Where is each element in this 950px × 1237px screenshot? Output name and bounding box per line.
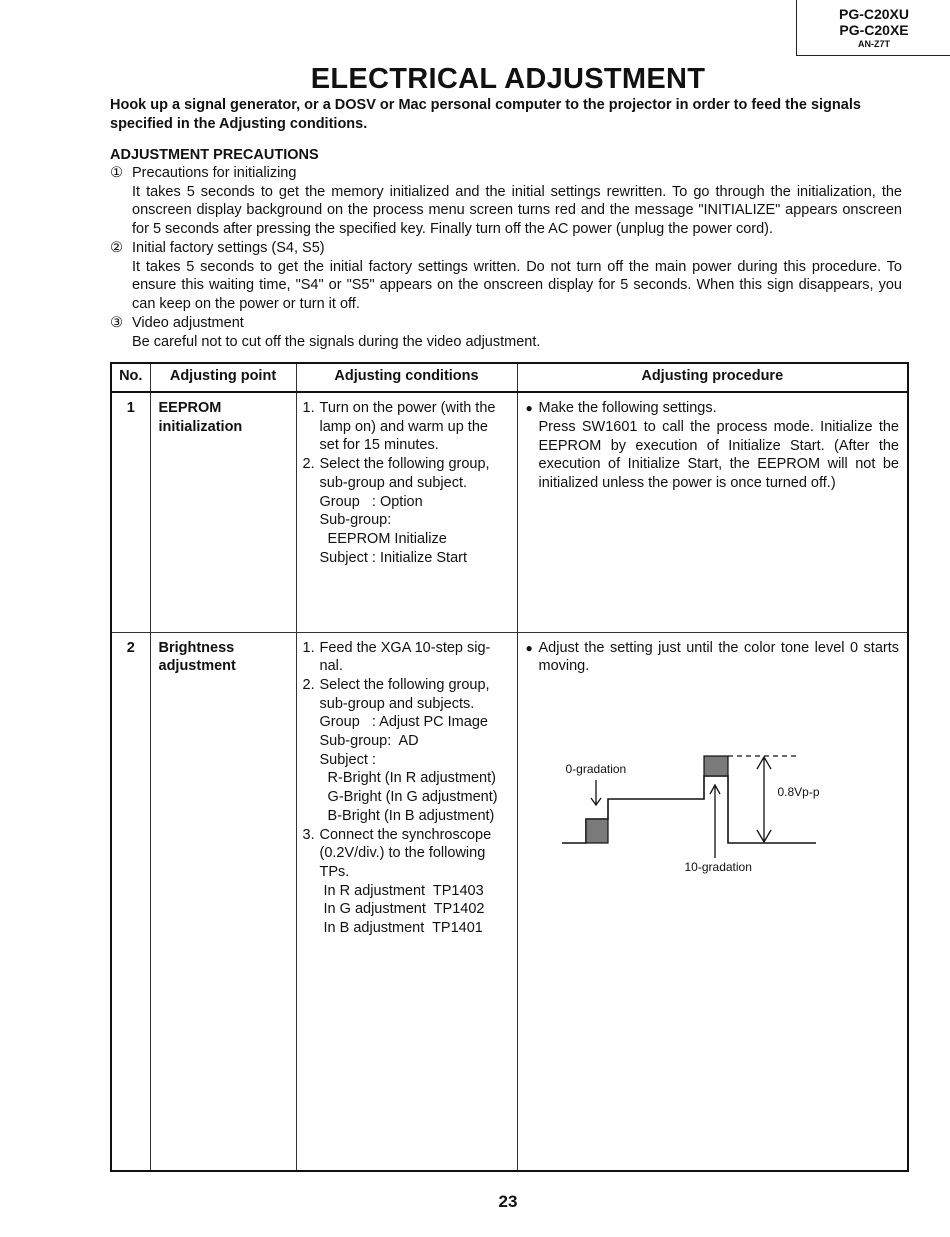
condition-line: TPs. <box>319 863 350 880</box>
condition-line: In R adjustment TP1403 <box>319 882 484 899</box>
condition-line: Sub-group: <box>319 512 392 529</box>
intro-text: Hook up a signal generator, or a DOSV or Mac personal computer to the projector in order to feed the signals specified in the Adjusting conditions. <box>110 97 861 132</box>
condition-line: Select the following group, <box>319 456 490 473</box>
condition-line: B-Bright (In B adjustment) <box>319 807 495 824</box>
condition-line: Sub-group: AD <box>319 733 419 750</box>
table-row <box>111 392 908 632</box>
step-number: 2. <box>302 456 315 473</box>
condition-line: Turn on the power (with the <box>319 400 496 416</box>
precaution-title: Precautions for initializing <box>132 165 297 181</box>
page-title: ELECTRICAL ADJUSTMENT <box>310 63 706 95</box>
model-number-1: PG-C20XU <box>838 6 910 22</box>
procedure-text: Press SW1601 to call the process mode. Initialize the EEPROM by execution of Initialize Start. (After the execution of Initialize Start, the EEPROM will not be initialized unless the power is once turned off.) <box>538 419 899 492</box>
waveform-svg <box>558 738 858 878</box>
precaution-text: It takes 5 seconds to get the initial factory settings written. Do not turn off the main power during this procedure. To ensure this waiting time, "S4" or "S5" appears on the onscreen display for 5 seconds. When this sign disappears, you can keep on the power or turn it off. <box>132 258 902 313</box>
model-box <box>796 0 950 56</box>
precaution-title: Video adjustment <box>132 315 244 331</box>
adjusting-point: EEPROM initialization <box>150 392 296 632</box>
step-number: 1. <box>302 400 315 416</box>
adjusting-conditions <box>296 392 517 632</box>
adjusting-procedure <box>517 392 908 632</box>
condition-line: (0.2V/div.) to the following <box>319 845 486 862</box>
condition-line: Connect the synchroscope <box>319 826 492 843</box>
condition-line: set for 15 minutes. <box>319 437 439 454</box>
step-10-block <box>704 756 728 776</box>
condition-line: sub-group and subjects. <box>319 695 475 712</box>
precaution-title: Initial factory settings (S4, S5) <box>132 240 325 256</box>
adjusting-point: Brightness adjustment <box>150 632 296 1171</box>
condition-line: EEPROM Initialize <box>319 530 447 547</box>
label-0-gradation: 0-gradation <box>565 761 627 776</box>
precaution-number: ② <box>110 240 123 256</box>
precaution-item-2 <box>110 239 902 314</box>
model-number-2: PG-C20XE <box>839 22 909 38</box>
header-adjusting-procedure: Adjusting procedure <box>517 363 908 392</box>
condition-line: nal. <box>319 658 343 675</box>
condition-line: Subject : Initialize Start <box>319 549 467 566</box>
condition-line: Feed the XGA 10-step sig- <box>319 639 491 656</box>
page-number: 23 <box>498 1192 518 1211</box>
precaution-item-1 <box>110 164 902 239</box>
bullet-icon: ● <box>525 401 533 415</box>
condition-line: sub-group and subject. <box>319 474 468 491</box>
condition-step <box>303 826 511 938</box>
condition-step <box>303 399 511 455</box>
row-number: 2 <box>111 632 150 1171</box>
waveform-diagram <box>558 738 858 878</box>
step-number: 3. <box>302 826 315 843</box>
precaution-number: ① <box>110 165 123 181</box>
table-header-row <box>111 363 908 392</box>
condition-line: In G adjustment TP1402 <box>319 901 485 918</box>
procedure-bullet: Make the following settings. <box>538 400 717 416</box>
header-adjusting-conditions: Adjusting conditions <box>296 363 517 392</box>
header-adjusting-point: Adjusting point <box>150 363 296 392</box>
precaution-text: Be careful not to cut off the signals during the video adjustment. <box>132 333 541 350</box>
precaution-item-3 <box>110 314 902 351</box>
condition-line: Group : Adjust PC Image <box>319 714 488 731</box>
condition-step <box>303 639 511 676</box>
precaution-number: ③ <box>110 315 123 331</box>
adjusting-conditions <box>296 632 517 1171</box>
condition-line: lamp on) and warm up the <box>319 418 488 435</box>
precaution-text: It takes 5 seconds to get the memory initialized and the initial settings rewritten. To go through the initialization, the onscreen display background on the process menu screen turns red and the message "INITIALIZE" appears onscreen for 5 seconds after pressing the specified key. Finally turn off the AC power (unplug the power cord). <box>132 183 902 238</box>
step-number: 2. <box>302 676 315 693</box>
condition-line: G-Bright (In G adjustment) <box>319 789 498 806</box>
condition-step <box>303 455 511 567</box>
sub-model-number: AN-Z7T <box>858 39 890 49</box>
condition-line: Select the following group, <box>319 676 490 693</box>
bullet-icon: ● <box>525 640 533 655</box>
condition-line: In B adjustment TP1401 <box>319 920 483 937</box>
header-no: No. <box>111 363 150 392</box>
procedure-bullet: Adjust the setting just until the color tone level 0 starts moving. <box>538 639 899 675</box>
row-number: 1 <box>111 392 150 632</box>
precautions-heading: ADJUSTMENT PRECAUTIONS <box>110 147 319 163</box>
condition-line: Group : Option <box>319 493 423 510</box>
step-number: 1. <box>302 639 315 656</box>
condition-line: R-Bright (In R adjustment) <box>319 770 496 787</box>
adjustment-table <box>110 362 909 1172</box>
condition-step <box>303 676 511 826</box>
label-vpp: 0.8Vp-p <box>777 784 820 799</box>
condition-line: Subject : <box>319 751 376 768</box>
label-10-gradation: 10-gradation <box>684 859 752 874</box>
table-row <box>111 632 908 1171</box>
adjusting-procedure <box>517 632 908 1171</box>
step-0-block <box>586 819 608 843</box>
